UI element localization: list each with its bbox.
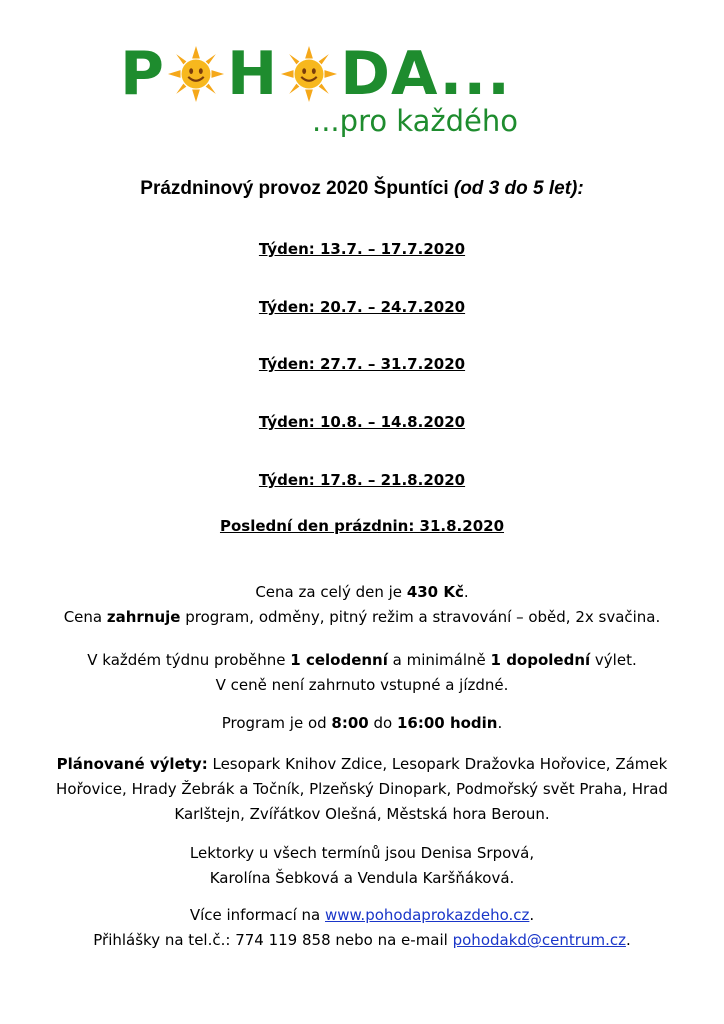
program-text: Program je od — [221, 714, 332, 732]
sun-icon — [167, 45, 225, 103]
price-info — [30, 580, 694, 630]
trips-text-mid: a minimálně — [387, 651, 491, 669]
planned-trips-label: Plánované výlety: — [56, 755, 208, 773]
program-hours — [30, 711, 694, 736]
email-link[interactable]: pohodakd@centrum.cz — [452, 931, 626, 949]
planned-trips — [40, 752, 684, 827]
program-start: 8:00 — [331, 714, 369, 732]
logo-letters-da: DA... — [340, 39, 511, 109]
week-2: Týden: 20.7. – 24.7.2020 — [258, 298, 466, 316]
includes-text: Cena — [63, 608, 107, 626]
program-end: 16:00 hodin — [396, 714, 498, 732]
signup-text: Přihlášky na tel.č.: 774 119 858 nebo na e-mail — [93, 931, 453, 949]
website-link[interactable]: www.pohodaprokazdeho.cz — [325, 906, 530, 924]
week-5: Týden: 17.8. – 21.8.2020 — [258, 471, 466, 489]
logo-letter-h: H — [226, 39, 279, 109]
trips-text-end: výlet. — [590, 651, 637, 669]
price-text-end: . — [463, 583, 469, 601]
lecturers-line-1: Lektorky u všech termínů jsou Denisa Srpová, — [189, 844, 535, 862]
logo-wordmark — [120, 40, 511, 108]
lecturers — [30, 841, 694, 891]
signup-text-end: . — [625, 931, 631, 949]
lecturers-line-2: Karolína Šebková a Vendula Karšňáková. — [209, 869, 515, 887]
page-title — [0, 178, 724, 200]
contact-info — [30, 903, 694, 953]
title-main: Prázdninový provoz 2020 Špuntíci — [140, 178, 449, 199]
title-age: (od 3 do 5 let): — [453, 178, 584, 199]
trips-fullday: 1 celodenní — [290, 651, 388, 669]
planned-trips-list: Lesopark Knihov Zdice, Lesopark Dražovka Hořovice, Zámek Hořovice, Hrady Žebrák a Točník, Plzeňský Dinopark, Podmořský svět Praha, Hrad Karlštejn, Zvířátkov Olešná, Městská hora Beroun. — [56, 755, 668, 823]
price-value: 430 Kč — [406, 583, 464, 601]
includes-keyword: zahrnuje — [106, 608, 181, 626]
sun-icon — [280, 45, 338, 103]
price-text: Cena za celý den je — [255, 583, 407, 601]
logo-letter-p: P — [120, 39, 165, 109]
includes-list: program, odměny, pitný režim a stravování – oběd, 2x svačina. — [180, 608, 661, 626]
trips-halfday: 1 dopolední — [490, 651, 591, 669]
trips-info — [30, 648, 694, 698]
last-day: Poslední den prázdnin: 31.8.2020 — [219, 517, 505, 535]
week-3: Týden: 27.7. – 31.7.2020 — [258, 355, 466, 373]
program-text-mid: do — [368, 714, 397, 732]
week-1: Týden: 13.7. – 17.7.2020 — [258, 240, 466, 258]
info-text-end: . — [529, 906, 535, 924]
info-text: Více informací na — [189, 906, 325, 924]
trips-text: V každém týdnu proběhne — [87, 651, 291, 669]
logo-subtitle: ...pro každého — [312, 104, 518, 138]
trips-note: V ceně není zahrnuto vstupné a jízdné. — [215, 676, 509, 694]
logo — [120, 40, 600, 145]
week-4: Týden: 10.8. – 14.8.2020 — [258, 413, 466, 431]
program-text-end: . — [497, 714, 503, 732]
